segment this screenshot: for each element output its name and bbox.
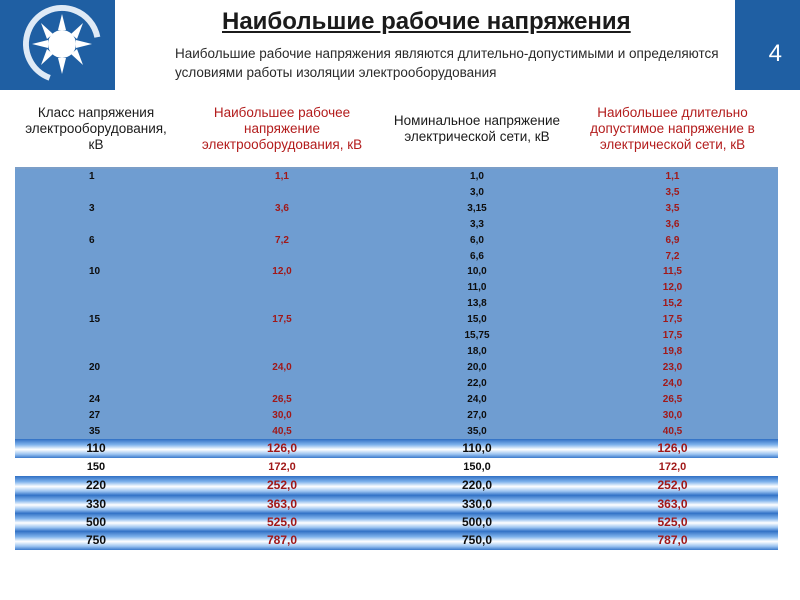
table-cell: 18,0 [387,344,567,360]
table-cell [15,217,177,233]
table-row [15,217,778,233]
table-cell: 3,6 [567,217,778,233]
table-cell: 110 [15,439,177,457]
table-cell [177,296,387,312]
table-cell [15,376,177,392]
table-cell [177,249,387,265]
table-row [15,280,778,296]
column-header-voltage-class: Класс напряжения электрооборудования, кВ [15,90,177,168]
table-cell: 6,0 [387,233,567,249]
table-cell: 40,5 [177,424,387,440]
table-cell: 6 [15,233,177,249]
table-cell: 150,0 [387,458,567,476]
logo-panel [0,0,115,90]
table-cell: 750 [15,531,177,549]
table-header-row [15,90,778,168]
table-cell: 220,0 [387,476,567,494]
table-cell: 27,0 [387,408,567,424]
table-cell: 172,0 [177,458,387,476]
table-cell: 15,0 [387,312,567,328]
table-row [15,249,778,265]
table-row [15,296,778,312]
page-title: Наибольшие рабочие напряжения [222,8,631,35]
table-cell: 17,5 [567,312,778,328]
table-cell: 24,0 [177,360,387,376]
table-cell: 6,6 [387,249,567,265]
table-row [15,233,778,249]
page-subtitle: Наибольшие рабочие напряжения являются длительно-допустимыми и определяются условиями работы изоляции электрооборудования [175,46,719,80]
table-cell: 525,0 [177,513,387,531]
table-cell: 19,8 [567,344,778,360]
table-cell: 10,0 [387,264,567,280]
table-cell: 750,0 [387,531,567,549]
voltage-table-wrapper [15,90,778,550]
table-cell: 12,0 [567,280,778,296]
table-cell: 1,0 [387,168,567,185]
table-cell [15,328,177,344]
table-cell [15,249,177,265]
table-cell: 330 [15,495,177,513]
table-cell: 1,1 [567,168,778,185]
table-cell [15,296,177,312]
table-cell: 22,0 [387,376,567,392]
table-cell: 24,0 [567,376,778,392]
table-cell: 525,0 [567,513,778,531]
table-cell [177,328,387,344]
table-cell: 252,0 [567,476,778,494]
table-cell: 30,0 [177,408,387,424]
voltage-table [15,90,778,550]
table-cell: 3,3 [387,217,567,233]
table-cell: 126,0 [177,439,387,457]
table-row [15,312,778,328]
table-row [15,344,778,360]
table-cell: 20,0 [387,360,567,376]
table-cell: 252,0 [177,476,387,494]
table-cell [177,344,387,360]
company-logo-icon [0,0,115,90]
table-cell: 26,5 [177,392,387,408]
table-cell: 3,6 [177,201,387,217]
table-row [15,408,778,424]
table-cell: 11,0 [387,280,567,296]
table-cell: 3,5 [567,185,778,201]
table-cell [177,185,387,201]
table-cell: 30,0 [567,408,778,424]
column-header-max-operating-voltage: Наибольшее рабочее напряжение электрооборудования, кВ [177,90,387,168]
table-cell: 20 [15,360,177,376]
table-cell: 12,0 [177,264,387,280]
table-body-low-voltage [15,168,778,439]
table-row [15,513,778,531]
table-cell: 40,5 [567,424,778,440]
table-row [15,439,778,457]
table-cell: 17,5 [567,328,778,344]
table-cell: 787,0 [567,531,778,549]
table-cell [15,344,177,360]
table-cell: 24,0 [387,392,567,408]
table-cell: 150 [15,458,177,476]
table-body-high-voltage [15,439,778,549]
table-row [15,168,778,185]
table-cell [15,185,177,201]
table-row [15,264,778,280]
table-cell: 330,0 [387,495,567,513]
table-cell: 23,0 [567,360,778,376]
table-cell: 13,8 [387,296,567,312]
table-cell: 500,0 [387,513,567,531]
table-cell [15,280,177,296]
table-cell: 7,2 [177,233,387,249]
table-cell: 3,15 [387,201,567,217]
table-row [15,476,778,494]
table-row [15,201,778,217]
table-cell [177,280,387,296]
table-cell: 787,0 [177,531,387,549]
table-cell: 17,5 [177,312,387,328]
table-row [15,392,778,408]
table-cell: 35,0 [387,424,567,440]
table-cell: 15,75 [387,328,567,344]
table-cell: 35 [15,424,177,440]
table-cell: 126,0 [567,439,778,457]
table-cell: 26,5 [567,392,778,408]
table-row [15,424,778,440]
table-row [15,185,778,201]
table-row [15,531,778,549]
table-cell: 1,1 [177,168,387,185]
table-cell: 1 [15,168,177,185]
table-row [15,360,778,376]
table-cell: 24 [15,392,177,408]
table-cell: 363,0 [177,495,387,513]
table-cell: 363,0 [567,495,778,513]
table-cell: 500 [15,513,177,531]
slide-header [0,0,800,90]
table-row [15,376,778,392]
table-cell: 10 [15,264,177,280]
slide-number-panel [735,0,800,90]
slide-number: 4 [768,40,782,67]
table-cell: 3,5 [567,201,778,217]
table-row [15,458,778,476]
table-row [15,328,778,344]
table-row [15,495,778,513]
table-cell: 220 [15,476,177,494]
table-cell: 172,0 [567,458,778,476]
table-cell: 110,0 [387,439,567,457]
table-cell: 3 [15,201,177,217]
column-header-nominal-network-voltage: Номинальное напряжение электрической сети, кВ [387,90,567,168]
table-cell: 15 [15,312,177,328]
table-cell: 6,9 [567,233,778,249]
column-header-max-permissible-voltage: Наибольшее длительно допустимое напряжение в электрической сети, кВ [567,90,778,168]
table-cell: 27 [15,408,177,424]
table-cell: 7,2 [567,249,778,265]
table-cell [177,376,387,392]
table-cell: 11,5 [567,264,778,280]
table-cell: 15,2 [567,296,778,312]
table-cell: 3,0 [387,185,567,201]
table-cell [177,217,387,233]
